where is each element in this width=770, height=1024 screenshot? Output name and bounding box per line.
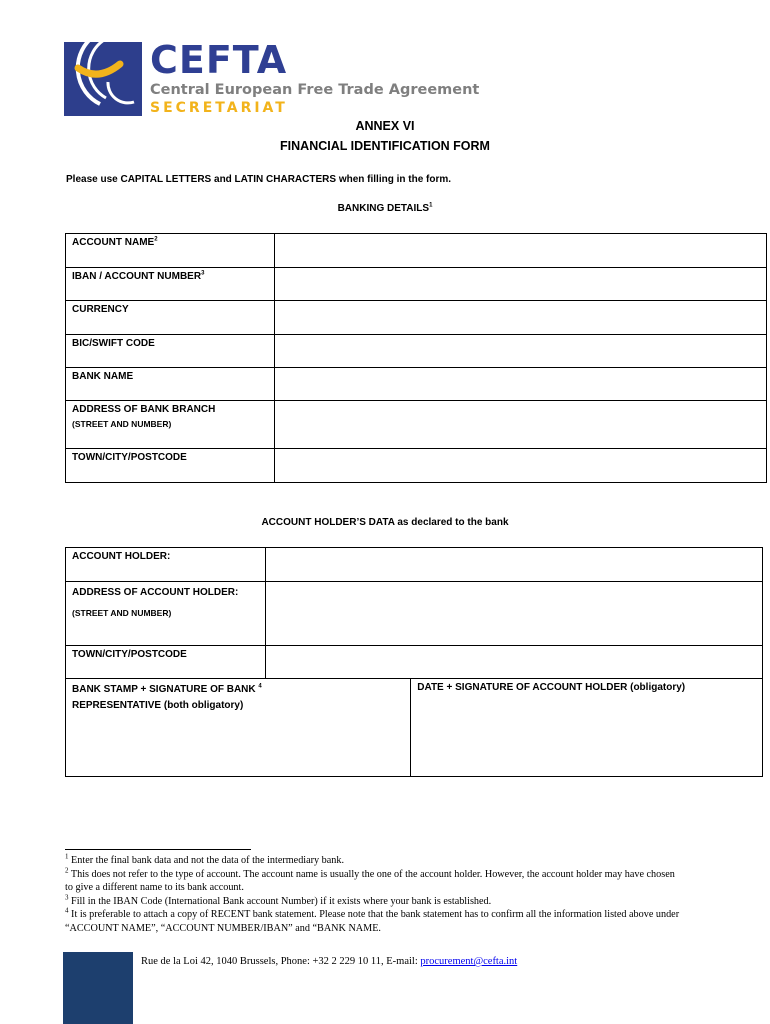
logo-secretariat: SECRETARIAT: [150, 100, 288, 116]
footnote: $^2$ This does not refer to the type of account. The account name is usually the one of the account holder. However, the account holder may have chosen to give a different name to its bank account.: [65, 866, 675, 894]
banking-details-table: [65, 233, 767, 483]
iban-label: IBAN / ACCOUNT NUMBER$^3$: [66, 268, 275, 301]
bank-branch-address-sublabel: (STREET AND NUMBER): [72, 419, 172, 429]
account-holder-address-field[interactable]: [266, 582, 763, 646]
date-signature-label: DATE + SIGNATURE OF ACCOUNT HOLDER (obligatory): [417, 682, 686, 693]
logo-subtitle: Central European Free Trade Agreement: [150, 82, 480, 98]
holder-town-city-postcode-field[interactable]: [266, 646, 763, 679]
form-title: FINANCIAL IDENTIFICATION FORM: [280, 139, 490, 153]
account-holder-heading: ACCOUNT HOLDER’S DATA as declared to the bank: [261, 517, 509, 528]
account-holder-address-sublabel: (STREET AND NUMBER): [72, 608, 172, 618]
footnotes: [65, 854, 685, 936]
account-name-field[interactable]: [275, 234, 767, 268]
bank-stamp-signature-box[interactable]: [66, 679, 411, 777]
footnote-divider: [65, 849, 251, 850]
account-holder-address-label: ADDRESS OF ACCOUNT HOLDER: (STREET AND NUMBER): [66, 582, 266, 646]
footnote: $^3$ Fill in the IBAN Code (International Bank account Number) if it exists where your bank is established.: [65, 893, 492, 907]
banking-heading-text: BANKING DETAILS: [337, 203, 430, 214]
table-row: [66, 449, 767, 483]
footer-brand-bar: [63, 952, 133, 1024]
currency-label: CURRENCY: [66, 301, 275, 335]
date-signature-box[interactable]: [411, 679, 763, 777]
table-row: [66, 582, 763, 646]
bank-branch-address-field[interactable]: [275, 401, 767, 449]
account-name-label: ACCOUNT NAME$^2$: [66, 234, 275, 268]
cefta-logo-mark-icon: [64, 42, 142, 116]
form-instruction: Please use CAPITAL LETTERS and LATIN CHARACTERS when filling in the form.: [66, 174, 452, 185]
account-holder-field[interactable]: [266, 548, 763, 582]
table-row: [66, 368, 767, 401]
table-row: [66, 646, 763, 679]
footer-address: Rue de la Loi 42, 1040 Brussels, Phone: +32 2 229 10 11, E-mail:: [141, 956, 421, 967]
bank-stamp-ref: 4: [258, 683, 262, 690]
footnote: $^4$ It is preferable to attach a copy of RECENT bank statement. Please note that the bank statement has to confirm all the information listed above under “ACCOUNT NAME”, “ACCOUNT NUMBER/IBAN” and “BANK NAME.: [65, 906, 680, 934]
bank-town-city-postcode-field[interactable]: [275, 449, 767, 483]
bic-swift-field[interactable]: [275, 335, 767, 368]
iban-field[interactable]: [275, 268, 767, 301]
table-row: [66, 548, 763, 582]
bank-town-city-postcode-label: TOWN/CITY/POSTCODE: [66, 449, 275, 483]
bank-name-field[interactable]: [275, 368, 767, 401]
bic-swift-label: BIC/SWIFT CODE: [66, 335, 275, 368]
cefta-logo: [64, 38, 480, 122]
banking-details-heading: [0, 203, 770, 214]
bank-stamp-label-line2: REPRESENTATIVE (both obligatory): [72, 700, 244, 711]
table-row: [66, 301, 767, 335]
holder-town-city-postcode-label: TOWN/CITY/POSTCODE: [66, 646, 266, 679]
account-holder-table: [65, 547, 763, 777]
footnote: $^1$ Enter the final bank data and not the data of the intermediary bank.: [65, 852, 345, 866]
table-row: [66, 335, 767, 368]
currency-field[interactable]: [275, 301, 767, 335]
banking-heading-ref: 1: [429, 202, 433, 209]
bank-branch-address-label: ADDRESS OF BANK BRANCH (STREET AND NUMBER): [66, 401, 275, 449]
annex-title: ANNEX VI: [355, 119, 415, 133]
footer-contact: [141, 956, 517, 967]
bank-stamp-label: BANK STAMP + SIGNATURE OF BANK: [72, 684, 256, 695]
bank-name-label: BANK NAME: [66, 368, 275, 401]
table-row: [66, 401, 767, 449]
logo-title: CEFTA: [150, 38, 288, 82]
account-holder-label: ACCOUNT HOLDER:: [66, 548, 266, 582]
table-row: [66, 268, 767, 301]
footer-email-link[interactable]: procurement@cefta.int: [420, 956, 518, 967]
table-row: [66, 679, 763, 777]
table-row: [66, 234, 767, 268]
